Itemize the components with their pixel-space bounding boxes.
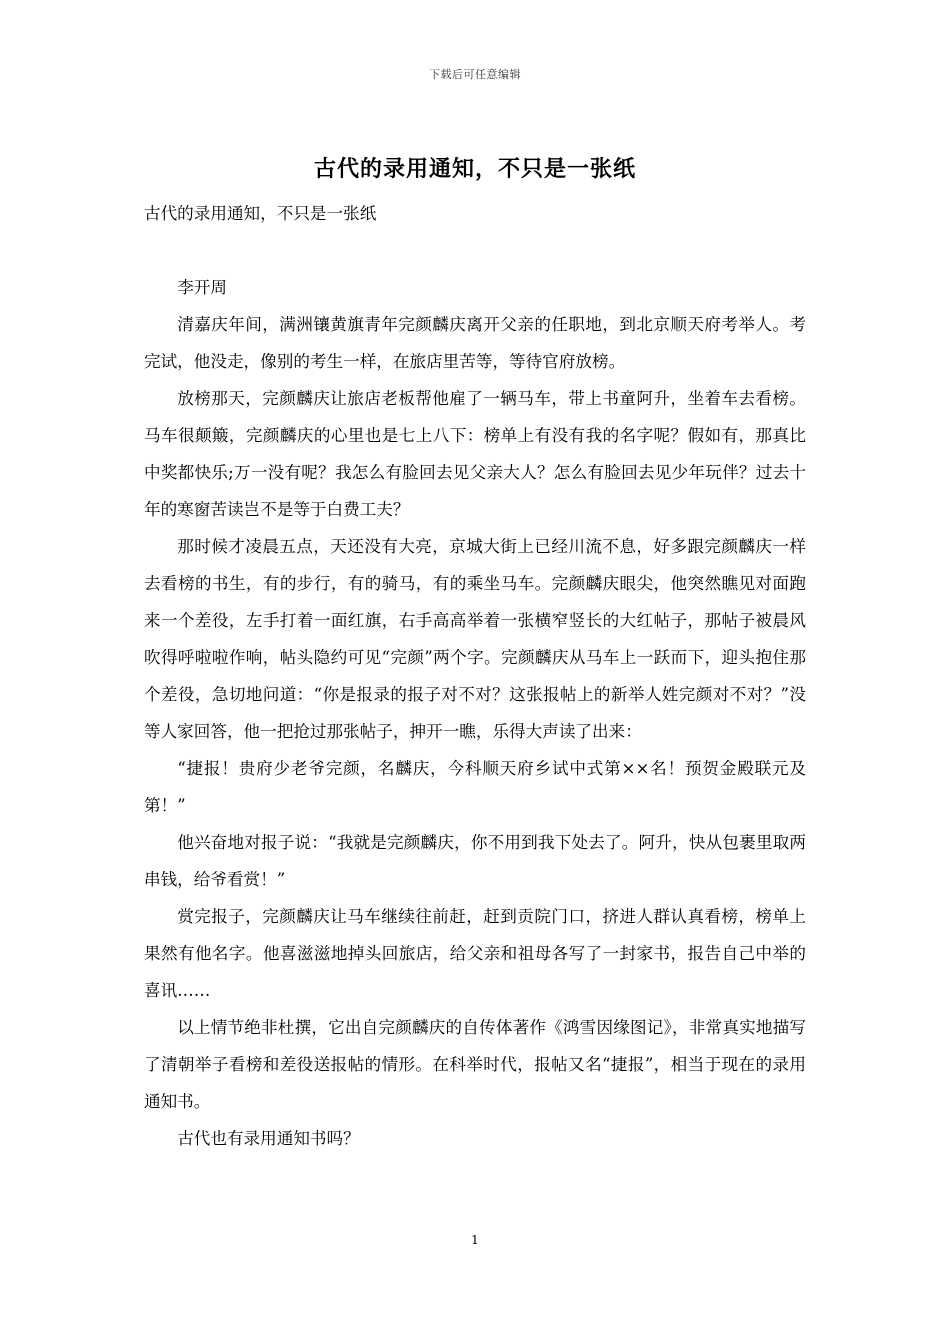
blank-line: [144, 232, 806, 269]
paragraph: 古代也有录用通知书吗？: [177, 1129, 360, 1148]
paragraph: 赏完报子，完颜麟庆让马车继续往前赶，赶到贡院门口，挤进人群认真看榜，榜单上果然有他名字。他喜滋滋地掉头回旅店，给父亲和祖母各写了一封家书，报告自己中举的喜讯……: [144, 907, 806, 1000]
document-body: [144, 195, 806, 1157]
paragraph: 放榜那天，完颜麟庆让旅店老板帮他雇了一辆马车，带上书童阿升，坐着车去看榜。马车很颠簸，完颜麟庆的心里也是七上八下：榜单上有没有我的名字呢？假如有，那真比中奖都快乐;万一没有呢？我怎么有脸回去见父亲大人？怎么有脸回去见少年玩伴？过去十年的寒窗苦读岂不是等于白费工夫？: [144, 389, 806, 519]
paragraph: 清嘉庆年间，满洲镶黄旗青年完颜麟庆离开父亲的任职地，到北京顺天府考举人。考完试，他没走，像别的考生一样，在旅店里苦等，等待官府放榜。: [144, 315, 806, 371]
author: 李开周: [177, 278, 227, 297]
subtitle: 古代的录用通知，不只是一张纸: [144, 204, 377, 223]
paragraph: 那时候才凌晨五点，天还没有大亮，京城大街上已经川流不息，好多跟完颜麟庆一样去看榜的书生，有的步行，有的骑马，有的乘坐马车。完颜麟庆眼尖，他突然瞧见对面跑来一个差役，左手打着一面红旗，右手高高举着一张横窄竖长的大红帖子，那帖子被晨风吹得呼啦啦作响，帖头隐约可见“完颜”两个字。完颜麟庆从马车上一跃而下，迎头抱住那个差役，急切地问道：“你是报录的报子对不对？这张报帖上的新举人姓完颜对不对？”没等人家回答，他一把抢过那张帖子，抻开一瞧，乐得大声读了出来：: [144, 537, 806, 741]
paragraph: 他兴奋地对报子说：“我就是完颜麟庆，你不用到我下处去了。阿升，快从包裹里取两串钱，给爷看赏！”: [144, 833, 806, 889]
page-number: 1: [471, 1233, 479, 1247]
paragraph: “捷报！贵府少老爷完颜，名麟庆，今科顺天府乡试中式第××名！预贺金殿联元及第！”: [144, 759, 806, 815]
paragraph: 以上情节绝非杜撰，它出自完颜麟庆的自传体著作《鸿雪因缘图记》，非常真实地描写了清朝举子看榜和差役送报帖的情形。在科举时代，报帖又名“捷报”，相当于现在的录用通知书。: [144, 1018, 806, 1111]
header-note: 下载后可任意编辑: [429, 68, 521, 81]
document-title: 古代的录用通知，不只是一张纸: [313, 156, 636, 182]
